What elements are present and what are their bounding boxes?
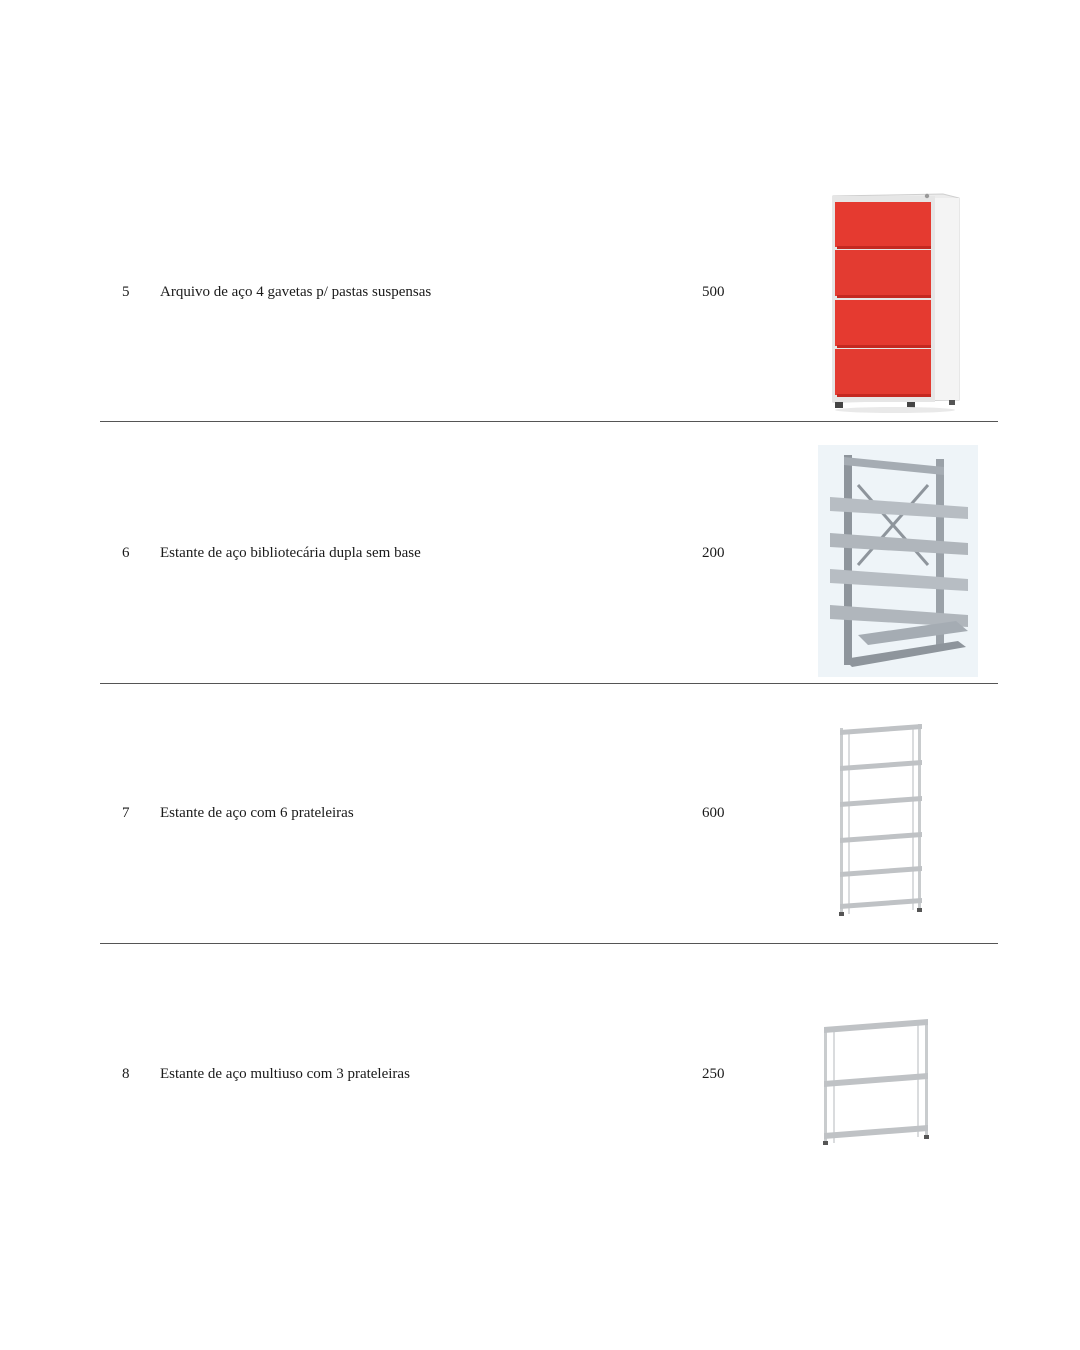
- table-row: [100, 715, 998, 925]
- row-divider: [100, 421, 998, 422]
- item-quantity: 200: [702, 545, 725, 561]
- item-description: Arquivo de aço 4 gavetas p/ pastas suspensas: [160, 284, 432, 300]
- row-divider: [100, 943, 998, 944]
- item-quantity: 500: [702, 284, 725, 300]
- red-filing-cabinet-icon: [825, 190, 965, 416]
- table-row: [100, 190, 998, 420]
- item-description: Estante de aço bibliotecária dupla sem base: [160, 545, 421, 561]
- item-description: Estante de aço multiuso com 3 prateleiras: [160, 1066, 410, 1082]
- item-number: 8: [122, 1066, 130, 1082]
- item-quantity: 600: [702, 805, 725, 821]
- table-row: [100, 445, 998, 681]
- three-shelf-rack-icon: [821, 1017, 933, 1149]
- item-quantity: 250: [702, 1066, 725, 1082]
- table-row: [100, 975, 998, 1185]
- double-library-shelf-icon: [818, 445, 978, 677]
- item-number: 7: [122, 805, 130, 821]
- item-number: 5: [122, 284, 130, 300]
- item-description: Estante de aço com 6 prateleiras: [160, 805, 354, 821]
- row-divider: [100, 683, 998, 684]
- item-number: 6: [122, 545, 130, 561]
- six-shelf-rack-icon: [836, 720, 928, 920]
